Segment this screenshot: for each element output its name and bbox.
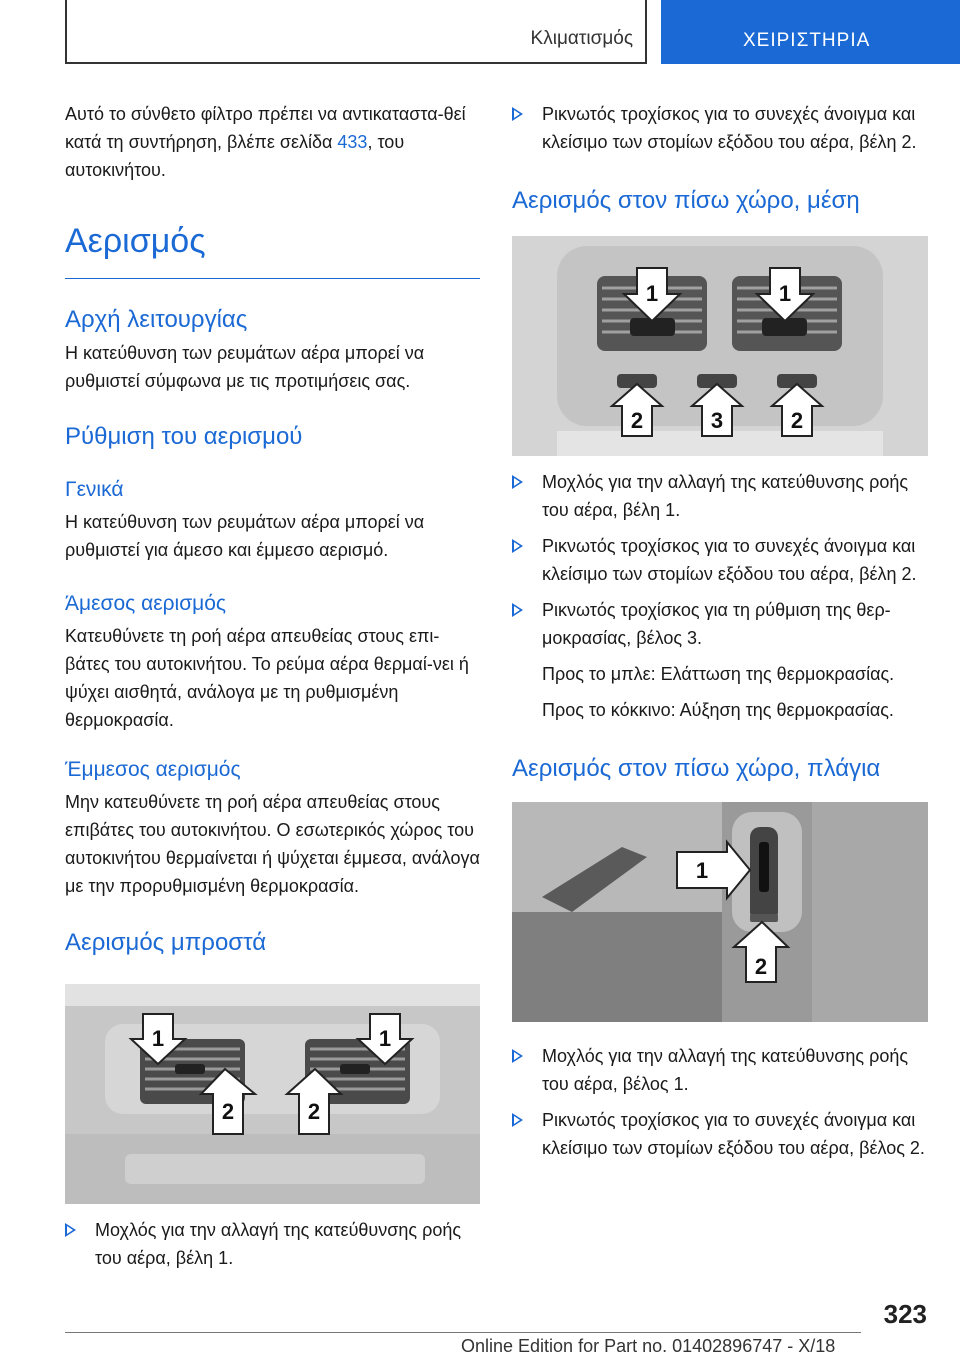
principle-text: Η κατεύθυνση των ρευμάτων αέρα μπορεί να ρυθμιστεί σύμφωνα με τις προτιμήσεις σας. — [65, 343, 425, 391]
front-label-1a: 1 — [151, 1026, 165, 1051]
direct-text: Κατευθύνετε τη ροή αέρα απευθείας στους επι-βάτες του αυτοκινήτου. Το ρεύμα αέρα θερμαί-νει ή ψύχει αισθητά, ανάλογα με τη ρυθμισμένη θερμοκρασία. — [65, 626, 469, 730]
heading-rear-center: Αερισμός στον πίσω χώρο, μέση — [512, 187, 860, 214]
page-link[interactable]: 433 — [337, 132, 368, 152]
left-column — [65, 100, 480, 1272]
indirect-text: Μην κατευθύνετε τη ροή αέρα απευθείας στους επιβάτες του αυτοκινήτου. Ο εσωτερικός χώρος του αυτοκινήτου θερμαίνεται ή ψύχεται έμμεσα, ανάλογα με την προρυθμισμένη θερμοκρασία. — [65, 792, 480, 896]
rear-side-illustration — [512, 802, 928, 1022]
rear-label-1b: 1 — [778, 281, 792, 306]
page-header — [0, 0, 960, 66]
red-note: Προς το κόκκινο: Αύξηση της θερμοκρασίας. — [542, 700, 894, 720]
heading-indirect: Έμμεσος αερισμός — [65, 758, 241, 781]
rear-side-vent-image — [512, 802, 928, 1022]
rear-label-3: 3 — [710, 408, 724, 433]
heading-direct: Άμεσος αερισμός — [65, 592, 227, 615]
front-vents-image — [65, 984, 480, 1204]
rear-label-1a: 1 — [645, 281, 659, 306]
bullet-triangle-icon — [65, 1223, 76, 1237]
front-vents-illustration — [65, 984, 480, 1204]
rear-label-2a: 2 — [630, 408, 644, 433]
heading-principle: Αρχή λειτουργίας — [65, 306, 248, 333]
list-item: Ρικνωτός τροχίσκος για τη ρύθμιση της θερ-μοκρασίας, βέλος 3. — [512, 596, 928, 652]
rear-center-vents-image — [512, 236, 928, 456]
side-label-1: 1 — [695, 858, 709, 883]
bullet-triangle-icon — [512, 107, 523, 121]
edition-text: Online Edition for Part no. 01402896747 - X/18 — [461, 1336, 836, 1356]
front-label-2a: 2 — [221, 1099, 235, 1124]
side-label-2: 2 — [754, 954, 768, 979]
heading-general: Γενικά — [65, 478, 124, 501]
rear-center-illustration — [512, 236, 928, 456]
page-number: 323 — [883, 1299, 927, 1329]
blue-note: Προς το μπλε: Ελάττωση της θερμοκρασίας. — [542, 664, 895, 684]
section-tab — [65, 0, 647, 64]
chapter-tab[interactable] — [661, 0, 960, 64]
bullet-triangle-icon — [512, 603, 523, 617]
list-item: Μοχλός για την αλλαγή της κατεύθυνσης ροής του αέρα, βέλη 1. — [512, 468, 928, 524]
heading-adjust: Ρύθμιση του αερισμού — [65, 423, 303, 450]
list-item: Ρικνωτός τροχίσκος για το συνεχές άνοιγμα και κλείσιμο των στομίων εξόδου του αέρα, βέλος 2. — [512, 1106, 928, 1162]
general-text: Η κατεύθυνση των ρευμάτων αέρα μπορεί να ρυθμιστεί για άμεσο και έμμεσο αερισμό. — [65, 512, 425, 560]
bullet-triangle-icon — [512, 539, 523, 553]
bullet-triangle-icon — [512, 475, 523, 489]
front-label-2b: 2 — [307, 1099, 321, 1124]
heading-rear-side: Αερισμός στον πίσω χώρο, πλάγια — [512, 755, 881, 782]
bullet-triangle-icon — [512, 1049, 523, 1063]
bullet-triangle-icon — [512, 1113, 523, 1127]
section-title: Κλιματισμός — [530, 28, 633, 49]
list-item: Ρικνωτός τροχίσκος για το συνεχές άνοιγμα και κλείσιμο των στομίων εξόδου του αέρα, βέλη 2. — [512, 532, 928, 588]
list-item: Ρικνωτός τροχίσκος για το συνεχές άνοιγμα και κλείσιμο των στομίων εξόδου του αέρα, βέλη 2. — [512, 100, 928, 156]
footer-divider — [65, 1332, 861, 1333]
list-item: Μοχλός για την αλλαγή της κατεύθυνσης ροής του αέρα, βέλη 1. — [65, 1216, 480, 1272]
front-label-1b: 1 — [378, 1026, 392, 1051]
main-heading: Αερισμός — [65, 220, 480, 279]
list-item: Μοχλός για την αλλαγή της κατεύθυνσης ροής του αέρα, βέλος 1. — [512, 1042, 928, 1098]
heading-front: Αερισμός μπροστά — [65, 929, 267, 956]
right-column — [512, 100, 928, 1162]
rear-label-2b: 2 — [790, 408, 804, 433]
chapter-title: ΧΕΙΡΙΣΤΗΡΙΑ — [743, 30, 871, 51]
intro-paragraph: Αυτό το σύνθετο φίλτρο πρέπει να αντικαταστα-θεί κατά τη συντήρηση, βλέπε σελίδα 433, του αυτοκινήτου. — [65, 104, 466, 180]
